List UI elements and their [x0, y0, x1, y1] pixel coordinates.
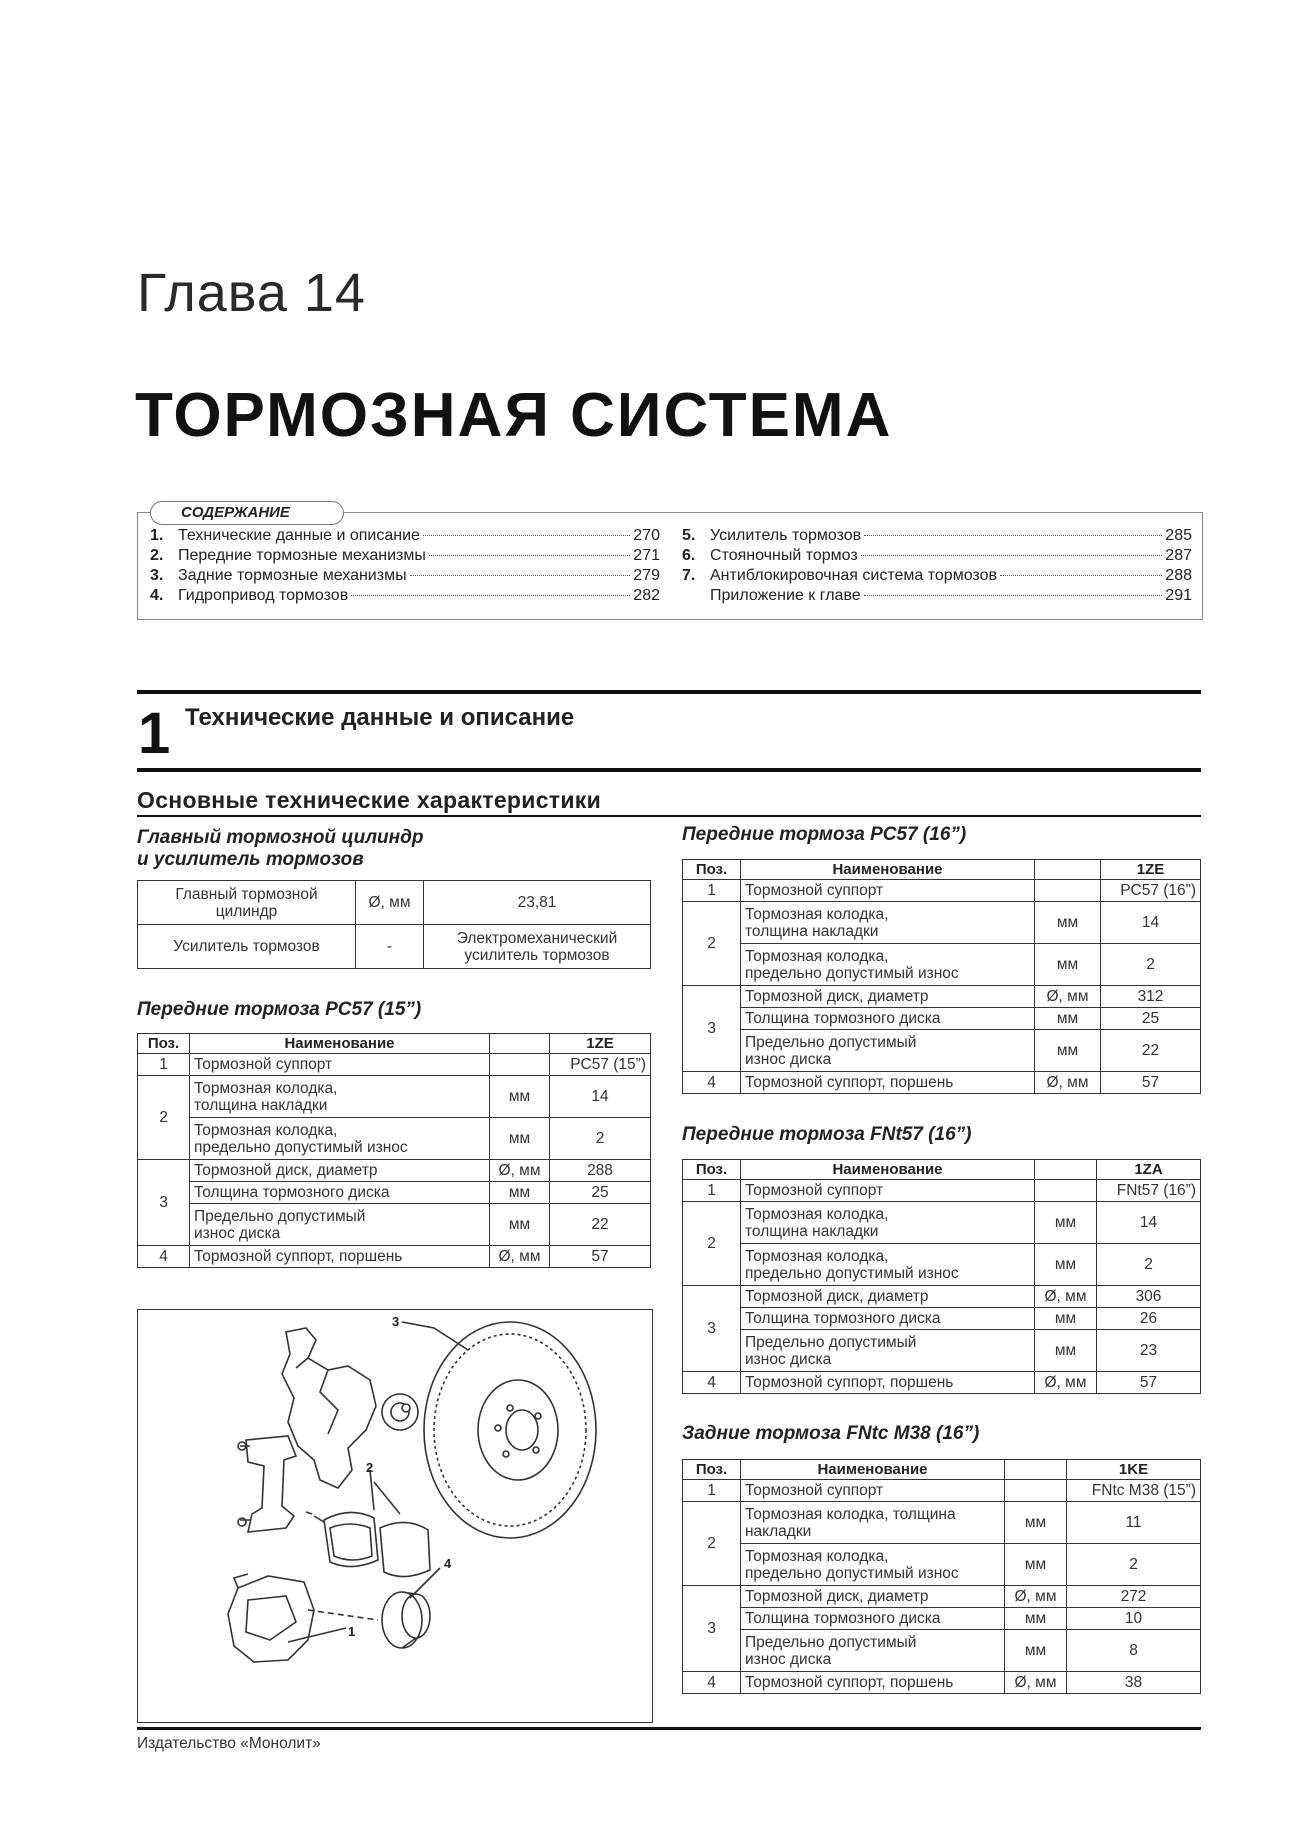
table-cell: Ø, мм [1005, 1672, 1067, 1694]
table-cell: 22 [550, 1204, 651, 1246]
table-cell: мм [1035, 902, 1101, 944]
table-row [683, 1072, 1201, 1094]
master-table-title-line: Главный тормозной цилиндр [137, 827, 424, 848]
table-cell: мм [1005, 1502, 1067, 1544]
section-bottom-rule [137, 768, 1201, 772]
header-cell: 1ZA [1097, 1160, 1201, 1180]
cell-line: цилиндр [215, 902, 278, 920]
brake-disc [424, 1322, 596, 1538]
header-cell: Наименование [741, 1460, 1005, 1480]
header-cell: Наименование [190, 1034, 490, 1054]
toc-item-text: Задние тормозные механизмы [178, 567, 407, 584]
table-row [138, 1246, 651, 1268]
toc-item[interactable] [682, 567, 1192, 587]
toc-item-number: 5. [682, 527, 696, 544]
table-cell: Тормозной диск, диаметр [741, 1586, 1005, 1608]
header-cell: 1ZE [1101, 860, 1201, 880]
header-cell: Поз. [683, 1160, 741, 1180]
table-cell: мм [490, 1182, 550, 1204]
table-cell [741, 1544, 1005, 1586]
toc-leader [864, 595, 1163, 596]
front16a-table-title: Передние тормоза PC57 (16”) [682, 824, 967, 845]
table-cell: 4 [683, 1372, 741, 1394]
table-cell: 4 [138, 1246, 190, 1268]
table-cell: мм [1005, 1608, 1067, 1630]
table-cell: 272 [1067, 1586, 1201, 1608]
table-row [683, 1030, 1201, 1072]
table-row [683, 986, 1201, 1008]
table-cell: Тормозной суппорт [190, 1054, 490, 1076]
toc-item[interactable] [682, 527, 1192, 547]
figure-callout: 1 [348, 1624, 356, 1639]
table-cell: 2 [550, 1118, 651, 1160]
table-cell: 11 [1067, 1502, 1201, 1544]
table-cell: Тормозной суппорт [741, 1180, 1035, 1202]
table-cell: 2 [683, 902, 741, 986]
table-cell: 3 [683, 1586, 741, 1672]
table-row [683, 1308, 1201, 1330]
table-row [683, 1330, 1201, 1372]
table-row [138, 1204, 651, 1246]
caliper-bracket [246, 1436, 296, 1532]
table-cell: 14 [1097, 1202, 1201, 1244]
table-cell: 2 [1097, 1244, 1201, 1286]
table-cell: Толщина тормозного диска [190, 1182, 490, 1204]
cell-line: износ диска [745, 1050, 832, 1068]
front16b-spec-table [682, 1159, 1201, 1394]
toc-leader [429, 555, 630, 556]
cell-line: Предельно допустимый [745, 1333, 917, 1351]
rear16-table-title: Задние тормоза FNtc M38 (16”) [682, 1423, 980, 1444]
subsection-rule [137, 815, 1201, 817]
toc-item-text: Приложение к главе [710, 587, 861, 604]
table-row [138, 1160, 651, 1182]
header-cell [1005, 1460, 1067, 1480]
header-cell [490, 1034, 550, 1054]
cell-line: износ диска [745, 1350, 832, 1368]
hub-flange [382, 1394, 418, 1430]
table-cell: мм [1035, 1330, 1097, 1372]
toc-item-text: Усилитель тормозов [710, 527, 862, 544]
table-cell [190, 1204, 490, 1246]
header-cell: Поз. [683, 1460, 741, 1480]
toc-item-number: 3. [150, 567, 164, 584]
toc-item-text: Антиблокировочная система тормозов [710, 567, 997, 584]
table-cell: мм [1035, 1008, 1101, 1030]
table-cell: мм [490, 1204, 550, 1246]
table-cell: 312 [1101, 986, 1201, 1008]
steering-knuckle [282, 1328, 376, 1488]
master-cylinder-table [137, 880, 651, 969]
table-row [683, 1544, 1201, 1586]
table-cell: - [356, 925, 424, 969]
cell-line: износ диска [194, 1224, 281, 1242]
table-row [138, 1118, 651, 1160]
table-cell: 25 [1101, 1008, 1201, 1030]
figure-callout: 4 [444, 1556, 452, 1571]
table-cell: Ø, мм [490, 1246, 550, 1268]
table-cell: 22 [1101, 1030, 1201, 1072]
footer-rule [137, 1727, 1201, 1730]
cell-line: Электромеханический [456, 929, 618, 947]
table-cell: 2 [683, 1202, 741, 1286]
cell-line: Тормозная колодка, [745, 1547, 889, 1565]
table-cell: Тормозной суппорт, поршень [190, 1246, 490, 1268]
table-cell: 25 [550, 1182, 651, 1204]
toc-item-page: 271 [633, 547, 660, 564]
toc-leader [864, 535, 1162, 536]
table-cell: 2 [138, 1076, 190, 1160]
table-row [138, 881, 651, 925]
toc-item[interactable] [150, 587, 660, 607]
table-cell [190, 1118, 490, 1160]
table-cell: 14 [1101, 902, 1201, 944]
toc-item-text: Технические данные и описание [178, 527, 420, 544]
table-row [138, 925, 651, 969]
table-cell: 26 [1097, 1308, 1201, 1330]
table-cell [190, 1076, 490, 1118]
table-cell: 2 [1067, 1544, 1201, 1586]
toc-item[interactable] [150, 567, 660, 587]
table-cell [741, 902, 1035, 944]
table-cell [1035, 880, 1101, 902]
toc-leader [861, 555, 1163, 556]
brake-assembly-figure [137, 1309, 653, 1723]
table-cell: 1 [683, 1180, 741, 1202]
table-cell: Толщина тормозного диска [741, 1308, 1035, 1330]
table-row [683, 880, 1201, 902]
cell-line: износ диска [745, 1650, 832, 1668]
master-table-title [137, 827, 423, 871]
toc-leader [351, 595, 630, 596]
toc-item[interactable] [682, 587, 1192, 607]
table-cell: 38 [1067, 1672, 1201, 1694]
toc-item-page: 270 [633, 527, 660, 544]
table-cell: FNt57 (16”) [1097, 1180, 1201, 1202]
toc-leader [1000, 575, 1162, 576]
cell-line: толщина накладки [745, 922, 879, 940]
front16b-table-title: Передние тормоза FNt57 (16”) [682, 1124, 972, 1145]
table-cell [1005, 1480, 1067, 1502]
table-cell: Тормозной суппорт [741, 880, 1035, 902]
table-cell: Ø, мм [1035, 1072, 1101, 1094]
table-row [683, 1180, 1201, 1202]
toc-left-column [150, 527, 660, 607]
chapter-label: Глава 14 [137, 263, 366, 323]
cell-line: Тормозная колодка, [745, 905, 889, 923]
table-cell: 4 [683, 1672, 741, 1694]
table-cell: мм [490, 1118, 550, 1160]
toc-item-page: 282 [633, 587, 660, 604]
table-cell: Ø, мм [1035, 1372, 1097, 1394]
page-title: ТОРМОЗНАЯ СИСТЕМА [135, 381, 893, 450]
header-cell: Наименование [741, 1160, 1035, 1180]
publisher-footer: Издательство «Монолит» [137, 1735, 321, 1752]
table-cell: мм [1035, 1202, 1097, 1244]
subsection-title: Основные технические характеристики [137, 787, 602, 813]
toc-item-text: Передние тормозные механизмы [178, 547, 426, 564]
table-cell: 306 [1097, 1286, 1201, 1308]
table-cell: мм [1005, 1544, 1067, 1586]
cell-line: предельно допустимый износ [194, 1138, 408, 1156]
cell-line: предельно допустимый износ [745, 1564, 959, 1582]
table-cell: Ø, мм [490, 1160, 550, 1182]
table-cell [741, 1502, 1005, 1544]
cell-line: предельно допустимый износ [745, 964, 959, 982]
toc-item-number: 4. [150, 587, 164, 604]
table-cell: 4 [683, 1072, 741, 1094]
table-cell: 23 [1097, 1330, 1201, 1372]
toc-item-number: 6. [682, 547, 696, 564]
table-cell: Ø, мм [356, 881, 424, 925]
section-top-rule [137, 690, 1201, 694]
table-cell [424, 925, 651, 969]
cell-line: Предельно допустимый [194, 1207, 366, 1225]
table-cell: FNtc M38 (15”) [1067, 1480, 1201, 1502]
table-cell: мм [1035, 1244, 1097, 1286]
cell-line: Тормозная колодка, [194, 1121, 338, 1139]
table-cell: 14 [550, 1076, 651, 1118]
table-cell: Тормозной суппорт, поршень [741, 1372, 1035, 1394]
figure-callout: 3 [392, 1314, 400, 1329]
cell-line: усилитель тормозов [464, 946, 610, 964]
table-row [683, 1608, 1201, 1630]
table-cell [741, 1202, 1035, 1244]
toc-right-column [682, 527, 1192, 607]
cell-line: предельно допустимый износ [745, 1264, 959, 1282]
toc-heading: СОДЕРЖАНИЕ [150, 501, 344, 525]
table-cell: 2 [1101, 944, 1201, 986]
table-cell [741, 1330, 1035, 1372]
header-cell: 1ZE [550, 1034, 651, 1054]
cell-line: толщина накладки [745, 1222, 879, 1240]
brake-caliper [228, 1576, 314, 1662]
table-row [683, 1008, 1201, 1030]
toc-item-page: 288 [1165, 567, 1192, 584]
cell-line: Главный тормозной [175, 885, 318, 903]
section-number: 1 [138, 701, 171, 766]
toc-item[interactable] [150, 547, 660, 567]
table-cell [490, 1054, 550, 1076]
table-cell: Тормозной диск, диаметр [741, 986, 1035, 1008]
table-row [683, 1244, 1201, 1286]
table-cell: мм [490, 1076, 550, 1118]
table-cell: мм [1035, 1030, 1101, 1072]
table-row [138, 1182, 651, 1204]
toc-item-number: 7. [682, 567, 696, 584]
toc-item-page: 287 [1165, 547, 1192, 564]
toc-leader [423, 535, 630, 536]
brake-pad-outer [380, 1522, 430, 1576]
table-cell [741, 944, 1035, 986]
table-row [138, 1054, 651, 1076]
table-row [683, 1202, 1201, 1244]
header-cell: Поз. [138, 1034, 190, 1054]
table-cell [138, 881, 356, 925]
header-cell [1035, 1160, 1097, 1180]
table-row [683, 902, 1201, 944]
table-cell: Тормозной суппорт [741, 1480, 1005, 1502]
table-cell: 10 [1067, 1608, 1201, 1630]
table-cell: Ø, мм [1035, 1286, 1097, 1308]
master-table-title-line: и усилитель тормозов [137, 849, 364, 870]
table-cell: 8 [1067, 1630, 1201, 1672]
rear16-spec-table [682, 1459, 1201, 1694]
table-cell: Тормозной суппорт, поршень [741, 1672, 1005, 1694]
cell-line: Предельно допустимый [745, 1633, 917, 1651]
table-row [138, 1076, 651, 1118]
table-cell: Тормозной диск, диаметр [190, 1160, 490, 1182]
table-cell: 57 [1101, 1072, 1201, 1094]
cell-line: накладки [745, 1522, 812, 1540]
front15-spec-table [137, 1033, 651, 1268]
table-cell: PC57 (16”) [1101, 880, 1201, 902]
table-row [683, 1480, 1201, 1502]
table-cell: 3 [138, 1160, 190, 1246]
table-cell: 2 [683, 1502, 741, 1586]
table-cell [1035, 1180, 1097, 1202]
table-header-row [683, 1460, 1201, 1480]
table-header-row [683, 1160, 1201, 1180]
table-cell: Толщина тормозного диска [741, 1608, 1005, 1630]
table-row [683, 1586, 1201, 1608]
brake-assembly-drawing [138, 1310, 652, 1722]
cell-line: толщина накладки [194, 1096, 328, 1114]
table-cell: Тормозной суппорт, поршень [741, 1072, 1035, 1094]
table-cell: 3 [683, 986, 741, 1072]
front15-table-title: Передние тормоза PC57 (15”) [137, 999, 422, 1020]
header-cell: Поз. [683, 860, 741, 880]
table-cell: мм [1035, 1308, 1097, 1330]
toc-item-page: 279 [633, 567, 660, 584]
toc-item-text: Гидропривод тормозов [178, 587, 349, 604]
table-cell: 23,81 [424, 881, 651, 925]
toc-item-text: Стояночный тормоз [710, 547, 858, 564]
cell-line: Тормозная колодка, [745, 947, 889, 965]
front16a-spec-table [682, 859, 1201, 1094]
toc-item-number: 2. [150, 547, 164, 564]
section-title: Технические данные и описание [185, 704, 575, 731]
table-cell: 1 [138, 1054, 190, 1076]
table-cell: 57 [1097, 1372, 1201, 1394]
table-cell: Тормозной диск, диаметр [741, 1286, 1035, 1308]
cell-line: Тормозная колодка, [745, 1247, 889, 1265]
table-cell [741, 1244, 1035, 1286]
table-cell: Ø, мм [1035, 986, 1101, 1008]
toc-item[interactable] [682, 547, 1192, 567]
table-row [683, 1502, 1201, 1544]
table-cell [741, 1630, 1005, 1672]
table-header-row [138, 1034, 651, 1054]
toc-leader [410, 575, 631, 576]
table-cell: мм [1035, 944, 1101, 986]
table-cell: 3 [683, 1286, 741, 1372]
table-row [683, 1672, 1201, 1694]
table-header-row [683, 860, 1201, 880]
figure-callout: 2 [366, 1460, 374, 1475]
table-cell: 57 [550, 1246, 651, 1268]
table-row [683, 1630, 1201, 1672]
cell-line: Предельно допустимый [745, 1033, 917, 1051]
table-cell: PC57 (15”) [550, 1054, 651, 1076]
toc-item-page: 291 [1165, 587, 1192, 604]
table-row [683, 944, 1201, 986]
table-row [683, 1286, 1201, 1308]
header-cell: Наименование [741, 860, 1035, 880]
toc-item-number: 1. [150, 527, 164, 544]
table-cell: 1 [683, 1480, 741, 1502]
table-cell: Усилитель тормозов [138, 925, 356, 969]
table-cell: Толщина тормозного диска [741, 1008, 1035, 1030]
header-cell [1035, 860, 1101, 880]
table-cell [741, 1030, 1035, 1072]
header-cell: 1KE [1067, 1460, 1201, 1480]
cell-line: Тормозная колодка, [194, 1079, 338, 1097]
toc-item-page: 285 [1165, 527, 1192, 544]
cell-line: Тормозная колодка, [745, 1205, 889, 1223]
toc-item[interactable] [150, 527, 660, 547]
table-cell: мм [1005, 1630, 1067, 1672]
table-cell: Ø, мм [1005, 1586, 1067, 1608]
cell-line: Тормозная колодка, толщина [745, 1505, 956, 1523]
table-cell: 288 [550, 1160, 651, 1182]
table-row [683, 1372, 1201, 1394]
table-cell: 1 [683, 880, 741, 902]
